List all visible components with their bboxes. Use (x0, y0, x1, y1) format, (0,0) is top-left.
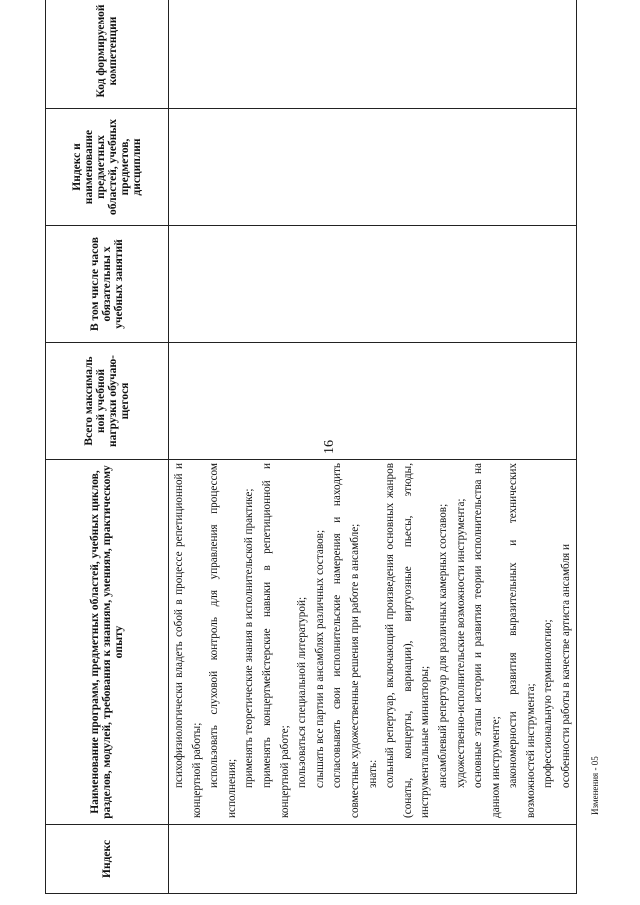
cell-incl-hours (169, 226, 577, 343)
content-line: психофизиологически владеть собой в процессе репетиционной и концертной работы; (173, 463, 203, 818)
page-number: 16 (322, 440, 337, 454)
header-competency-code: Код формируемой компетенции (46, 0, 169, 109)
curriculum-table (45, 0, 577, 894)
cell-max-load (169, 343, 577, 460)
content-line: сольный репертуар, включающий произведения основных жанров (сонаты, концерты, вариации), виртуозные пьесы, этюды, инструментальные миниатюры; (384, 463, 432, 818)
footer-revision-note: Изменения - 05 (590, 756, 600, 815)
table-header-row (46, 0, 169, 894)
table-row (169, 0, 577, 894)
cell-competency-code (169, 0, 577, 109)
cell-index (169, 825, 577, 894)
content-line: пользоваться специальной литературой; (296, 596, 309, 788)
content-text (169, 460, 576, 824)
content-line: закономерности развития выразительных и технических возможностей инструмента; (507, 463, 537, 818)
content-line: художественно-исполнительские возможности инструмента; (454, 498, 467, 788)
content-line: ансамблевый репертуар для различных камерных составов; (436, 503, 449, 788)
content-line: согласовывать свои исполнительские намерения и находить совместные художественные решения при работе в ансамбле; (331, 463, 361, 818)
content-line: знать: (366, 759, 379, 788)
curriculum-table-rotated (45, 4, 573, 894)
content-line: особенности работы в качестве артиста ансамбля и (560, 544, 573, 788)
content-line: слышать все партии в ансамблях различных составов; (313, 529, 326, 788)
content-line: профессиональную терминологию; (542, 619, 555, 788)
content-line: основные этапы истории и развития теории исполнительства на данном инструменте; (472, 463, 502, 818)
content-line: использовать слуховой контроль для управления процессом исполнения; (208, 463, 238, 818)
header-subject-index: Индекс и наименование предметных областей, учебных предметов, дисциплин (46, 109, 169, 226)
header-max-load: Всего максималь ной учебной нагрузки обучаю-щегося (46, 343, 169, 460)
content-line: применять концертмейстерские навыки в репетиционной и концертной работе; (260, 463, 291, 818)
cell-content (169, 460, 577, 825)
header-incl-hours: В том числе часов обязательны х учебных занятий (46, 226, 169, 343)
header-index: Индекс (46, 825, 169, 894)
content-line: применять теоретические знания в исполнительской практике; (243, 488, 256, 788)
cell-subject-index (169, 109, 577, 226)
header-name: Наименование программ, предметных областей, учебных циклов, разделов, модулей, требования к знаниям, умениям, практическому опыту (46, 460, 169, 825)
